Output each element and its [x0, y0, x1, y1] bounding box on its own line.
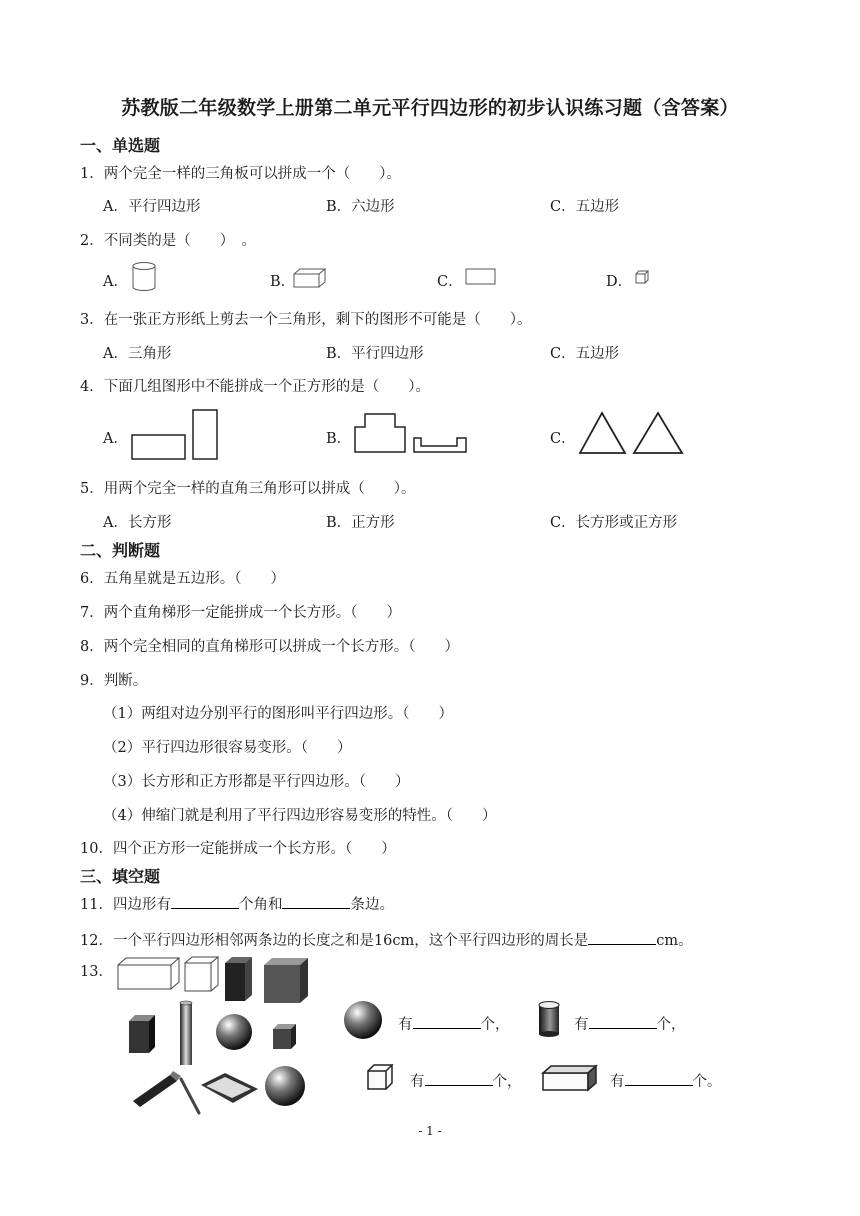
- q3-option-a: A．三角形: [103, 346, 172, 362]
- question-4: 4．下面几组图形中不能拼成一个正方形的是（ ）。: [80, 379, 430, 395]
- q2-option-d: D．: [606, 274, 633, 290]
- question-9-item-2: （2）平行四边形很容易变形。（ ）: [103, 740, 352, 756]
- q3-option-c: C．五边形: [550, 346, 620, 362]
- q4-figure-rectangles: [130, 408, 222, 462]
- section-heading-fill-in: 三、填空题: [80, 867, 161, 886]
- blank-angles[interactable]: [171, 894, 239, 909]
- q1-option-a: A．平行四边形: [103, 199, 201, 215]
- cube-icon: [366, 1063, 394, 1091]
- q5-option-a: A．长方形: [103, 515, 172, 531]
- question-3: 3．在一张正方形纸上剪去一个三角形，剩下的图形不可能是（ ）。: [80, 312, 532, 328]
- question-9-item-3: （3）长方形和正方形都是平行四边形。（ ）: [103, 774, 410, 790]
- q2-option-b: B．: [270, 274, 296, 290]
- question-5: 5．用两个完全一样的直角三角形可以拼成（ ）。: [80, 481, 416, 497]
- blank-cylinder-count[interactable]: [589, 1014, 657, 1029]
- q5-option-b: B．正方形: [326, 515, 395, 531]
- q2-option-c: C．: [437, 274, 463, 290]
- question-13-number: 13．: [80, 964, 113, 980]
- question-11: 11．四边形有 个角和 条边。: [80, 893, 394, 914]
- blank-cube-count[interactable]: [425, 1071, 493, 1086]
- q1-option-c: C．五边形: [550, 199, 620, 215]
- rectangle-icon: [465, 268, 497, 286]
- cylinder-solid-icon: [536, 1000, 562, 1038]
- q4-option-a: A．: [103, 431, 128, 447]
- question-9-item-1: （1）两组对边分别平行的图形叫平行四边形。（ ）: [103, 706, 453, 722]
- question-8: 8．两个完全相同的直角梯形可以拼成一个长方形。（ ）: [80, 639, 459, 655]
- blank-cuboid-count[interactable]: [625, 1071, 693, 1086]
- q1-option-b: B．六边形: [326, 199, 395, 215]
- cuboid-icon: [293, 268, 327, 288]
- cylinder-icon: [131, 262, 157, 292]
- q3-option-b: B．平行四边形: [326, 346, 424, 362]
- section-heading-single-choice: 一、单选题: [80, 136, 161, 155]
- question-2: 2．不同类的是（ ） 。: [80, 233, 256, 249]
- blank-perimeter[interactable]: [588, 930, 656, 945]
- blank-sphere-count[interactable]: [413, 1014, 481, 1029]
- blank-sides[interactable]: [282, 894, 350, 909]
- q13-cube-answer: 有 个，: [410, 1070, 522, 1091]
- q13-cuboid-answer: 有 个。: [610, 1070, 722, 1091]
- question-1: 1．两个完全一样的三角板可以拼成一个（ ）。: [80, 166, 401, 182]
- document-title: 苏教版二年级数学上册第二单元平行四边形的初步认识练习题（含答案）: [121, 97, 739, 119]
- q13-cylinder-answer: 有 个，: [574, 1013, 686, 1034]
- q13-sphere-answer: 有 个，: [398, 1013, 510, 1034]
- solid-shapes-picture: [115, 955, 315, 1115]
- q4-option-b: B．: [326, 431, 352, 447]
- q5-option-c: C．长方形或正方形: [550, 515, 678, 531]
- question-9-item-4: （4）伸缩门就是利用了平行四边形容易变形的特性。（ ）: [103, 808, 497, 824]
- sphere-icon: [342, 1000, 384, 1042]
- q2-option-a: A．: [103, 274, 128, 290]
- question-10: 10．四个正方形一定能拼成一个长方形。（ ）: [80, 841, 396, 857]
- question-12: 12．一个平行四边形相邻两条边的长度之和是16cm，这个平行四边形的周长是 cm。: [80, 929, 693, 950]
- q4-figure-notched-shapes: [353, 411, 471, 455]
- small-cube-icon: [635, 270, 651, 286]
- q4-figure-triangles: [578, 410, 688, 456]
- q4-option-c: C．: [550, 431, 576, 447]
- question-7: 7．两个直角梯形一定能拼成一个长方形。（ ）: [80, 605, 401, 621]
- question-9: 9．判断。: [80, 673, 148, 689]
- section-heading-true-false: 二、判断题: [80, 541, 161, 560]
- question-6: 6．五角星就是五边形。（ ）: [80, 571, 285, 587]
- page-number: - 1 -: [418, 1124, 442, 1138]
- cuboid-solid-icon: [540, 1063, 600, 1093]
